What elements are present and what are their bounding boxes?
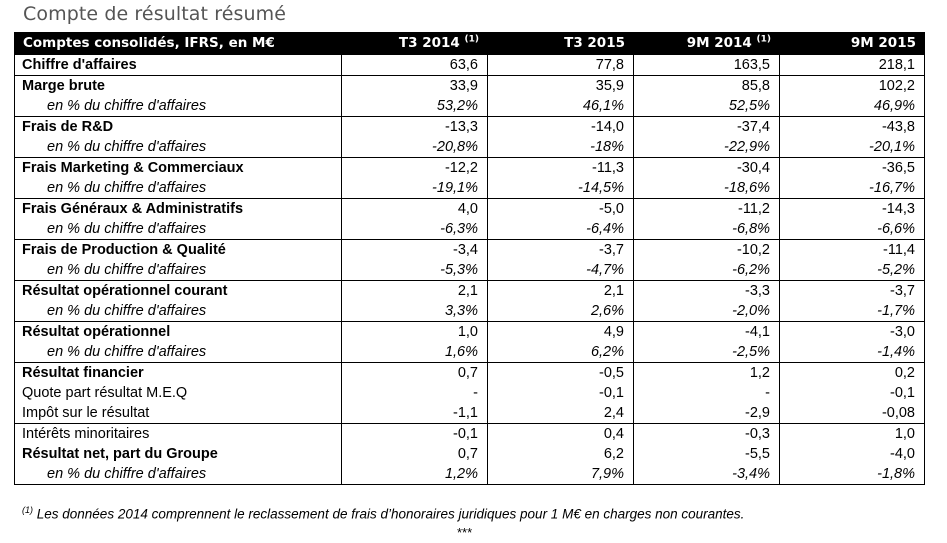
header-col-text: T3 2015 (564, 35, 625, 51)
footnote-marker: (1) (22, 505, 33, 515)
value-cell: -3,7 (488, 240, 634, 261)
value-cell: -3,4% (634, 464, 780, 485)
table-row (15, 322, 925, 343)
row-label: en % du chiffre d'affaires (15, 342, 342, 363)
value-cell: -14,3 (780, 199, 925, 220)
value-cell: -4,1 (634, 322, 780, 343)
value-cell: -4,0 (780, 444, 925, 464)
value-cell: 63,6 (342, 55, 488, 76)
value-cell: -5,3% (342, 260, 488, 281)
row-group (15, 363, 925, 424)
row-label: en % du chiffre d'affaires (15, 219, 342, 240)
row-group (15, 76, 925, 117)
table-row (15, 301, 925, 322)
row-label: Résultat opérationnel (15, 322, 342, 343)
table-row (15, 117, 925, 138)
value-cell: -1,1 (342, 403, 488, 424)
value-cell: -16,7% (780, 178, 925, 199)
table-row (15, 260, 925, 281)
value-cell: -5,5 (634, 444, 780, 464)
value-cell: -14,0 (488, 117, 634, 138)
header-col-text: 9M 2015 (850, 35, 916, 51)
row-label: Impôt sur le résultat (15, 403, 342, 424)
value-cell: 46,1% (488, 96, 634, 117)
table-row (15, 444, 925, 464)
table-header (15, 32, 925, 55)
value-cell: -19,1% (342, 178, 488, 199)
value-cell: 2,1 (342, 281, 488, 302)
value-cell: -6,6% (780, 219, 925, 240)
row-label: Marge brute (15, 76, 342, 97)
table-row (15, 137, 925, 158)
value-cell: -0,1 (488, 383, 634, 403)
table-row (15, 55, 925, 76)
value-cell: -11,4 (780, 240, 925, 261)
value-cell: -12,2 (342, 158, 488, 179)
row-group (15, 281, 925, 322)
value-cell: 35,9 (488, 76, 634, 97)
value-cell: -3,7 (780, 281, 925, 302)
header-col-text: T3 2014 (398, 35, 460, 51)
value-cell: 0,7 (342, 444, 488, 464)
row-label: Chiffre d'affaires (15, 55, 342, 76)
value-cell: - (342, 383, 488, 403)
table-row (15, 383, 925, 403)
value-cell: 0,4 (488, 424, 634, 445)
row-label: en % du chiffre d'affaires (15, 178, 342, 199)
footnote-text: Les données 2014 comprennent le reclassement de frais d’honoraires juridiques pour 1 M€ en charges non courantes. (33, 506, 745, 522)
value-cell: -11,3 (488, 158, 634, 179)
value-cell: -6,2% (634, 260, 780, 281)
value-cell: -18% (488, 137, 634, 158)
table-row (15, 219, 925, 240)
value-cell: -3,0 (780, 322, 925, 343)
value-cell: 2,4 (488, 403, 634, 424)
value-cell: -36,5 (780, 158, 925, 179)
row-label: Frais Marketing & Commerciaux (15, 158, 342, 179)
value-cell: -0,1 (780, 383, 925, 403)
value-cell: 163,5 (634, 55, 780, 76)
value-cell: -0,1 (342, 424, 488, 445)
value-cell: 102,2 (780, 76, 925, 97)
footnote (22, 505, 744, 522)
table-row (15, 178, 925, 199)
value-cell: 1,2 (634, 363, 780, 384)
value-cell: 52,5% (634, 96, 780, 117)
value-cell: -0,08 (780, 403, 925, 424)
value-cell: 3,3% (342, 301, 488, 322)
value-cell: -1,4% (780, 342, 925, 363)
row-label: en % du chiffre d'affaires (15, 301, 342, 322)
value-cell: -43,8 (780, 117, 925, 138)
value-cell: -1,8% (780, 464, 925, 485)
header-col-note: (1) (756, 34, 771, 45)
value-cell: -22,9% (634, 137, 780, 158)
row-label: Quote part résultat M.E.Q (15, 383, 342, 403)
value-cell: -5,2% (780, 260, 925, 281)
value-cell: 85,8 (634, 76, 780, 97)
value-cell: 2,6% (488, 301, 634, 322)
value-cell: 4,0 (342, 199, 488, 220)
header-col-9m-2014 (634, 32, 780, 55)
value-cell: 1,6% (342, 342, 488, 363)
row-group (15, 424, 925, 485)
row-label: Frais de Production & Qualité (15, 240, 342, 261)
value-cell: -30,4 (634, 158, 780, 179)
row-label: en % du chiffre d'affaires (15, 464, 342, 485)
row-group (15, 158, 925, 199)
header-label: Comptes consolidés, IFRS, en M€ (15, 32, 342, 55)
row-group (15, 322, 925, 363)
value-cell: -10,2 (634, 240, 780, 261)
table-row (15, 342, 925, 363)
value-cell: 77,8 (488, 55, 634, 76)
header-col-text: 9M 2014 (686, 35, 752, 51)
value-cell: -0,5 (488, 363, 634, 384)
value-cell: -0,3 (634, 424, 780, 445)
value-cell: 1,0 (780, 424, 925, 445)
table-row (15, 281, 925, 302)
value-cell: -20,8% (342, 137, 488, 158)
value-cell: -4,7% (488, 260, 634, 281)
value-cell: -6,4% (488, 219, 634, 240)
value-cell: 7,9% (488, 464, 634, 485)
row-label: Résultat opérationnel courant (15, 281, 342, 302)
table-row (15, 199, 925, 220)
table-row (15, 464, 925, 485)
table-row (15, 96, 925, 117)
header-col-note: (1) (464, 34, 479, 45)
value-cell: 218,1 (780, 55, 925, 76)
value-cell: -2,0% (634, 301, 780, 322)
value-cell: 53,2% (342, 96, 488, 117)
table-row (15, 158, 925, 179)
value-cell: -2,5% (634, 342, 780, 363)
income-statement-table (14, 32, 925, 485)
value-cell: -3,3 (634, 281, 780, 302)
row-label: en % du chiffre d'affaires (15, 96, 342, 117)
table-row (15, 363, 925, 384)
value-cell: 4,9 (488, 322, 634, 343)
value-cell: 2,1 (488, 281, 634, 302)
value-cell: 6,2 (488, 444, 634, 464)
header-col-9m-2015 (780, 32, 925, 55)
value-cell: 1,0 (342, 322, 488, 343)
value-cell: -2,9 (634, 403, 780, 424)
value-cell: -37,4 (634, 117, 780, 138)
row-label: Résultat net, part du Groupe (15, 444, 342, 464)
value-cell: -14,5% (488, 178, 634, 199)
value-cell: -13,3 (342, 117, 488, 138)
value-cell: 6,2% (488, 342, 634, 363)
value-cell: 33,9 (342, 76, 488, 97)
value-cell: 0,2 (780, 363, 925, 384)
value-cell: -11,2 (634, 199, 780, 220)
value-cell: 0,7 (342, 363, 488, 384)
table-row (15, 240, 925, 261)
value-cell: -3,4 (342, 240, 488, 261)
value-cell: -20,1% (780, 137, 925, 158)
value-cell: -1,7% (780, 301, 925, 322)
row-label: Résultat financier (15, 363, 342, 384)
value-cell: -5,0 (488, 199, 634, 220)
value-cell: 46,9% (780, 96, 925, 117)
value-cell: 1,2% (342, 464, 488, 485)
row-group (15, 240, 925, 281)
row-label: en % du chiffre d'affaires (15, 137, 342, 158)
row-label: Frais de R&D (15, 117, 342, 138)
table-row (15, 424, 925, 445)
row-group (15, 55, 925, 76)
value-cell: -6,3% (342, 219, 488, 240)
separator-stars: *** (457, 525, 473, 540)
value-cell: - (634, 383, 780, 403)
row-label: Frais Généraux & Administratifs (15, 199, 342, 220)
value-cell: -18,6% (634, 178, 780, 199)
row-group (15, 117, 925, 158)
table-row (15, 76, 925, 97)
value-cell: -6,8% (634, 219, 780, 240)
header-col-t3-2014 (342, 32, 488, 55)
row-label: Intérêts minoritaires (15, 424, 342, 445)
row-group (15, 199, 925, 240)
page-title: Compte de résultat résumé (23, 3, 287, 25)
table-row (15, 403, 925, 424)
header-col-t3-2015 (488, 32, 634, 55)
row-label: en % du chiffre d'affaires (15, 260, 342, 281)
